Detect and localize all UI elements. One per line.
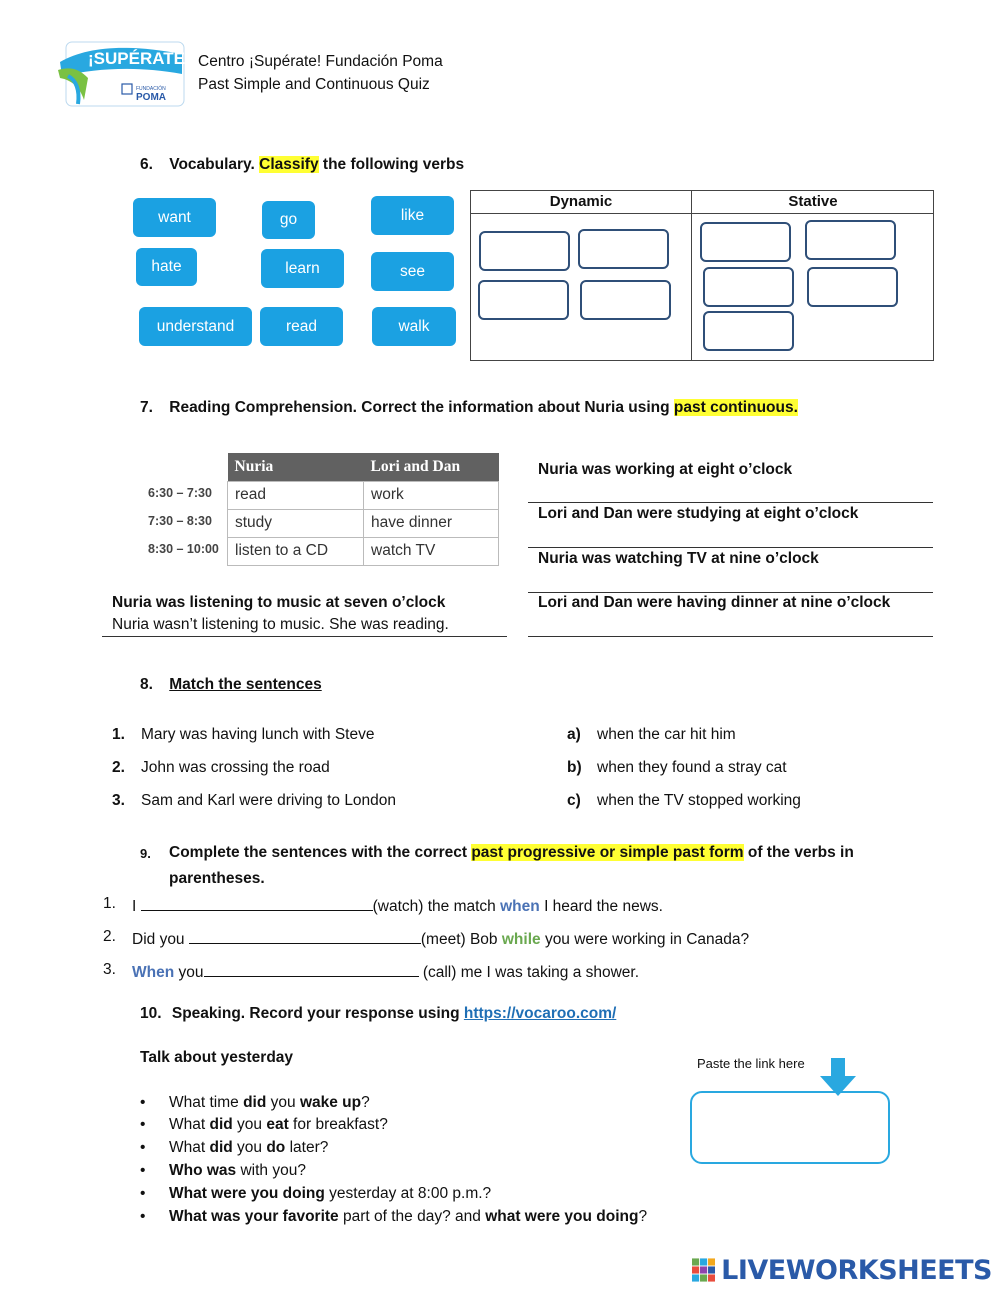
col-header-nuria: Nuria — [228, 453, 364, 481]
verb-chip-see[interactable]: see — [371, 252, 454, 291]
match-right-sentence[interactable]: when they found a stray cat — [597, 759, 787, 776]
prompt-item: What time did you wake up? — [169, 1094, 370, 1111]
logo-title: ¡SUPÉRATE! — [88, 49, 186, 68]
stative-drop-box[interactable] — [703, 267, 794, 307]
q9-item-number: 3. — [103, 961, 116, 978]
stative-drop-box[interactable] — [805, 220, 896, 260]
sentence-text: you — [178, 964, 204, 981]
time-label: 8:30 – 10:00 — [148, 542, 219, 556]
table-cell: study — [228, 509, 364, 537]
match-left-sentence[interactable]: Sam and Karl were driving to London — [141, 792, 397, 809]
svg-text:POMA: POMA — [136, 92, 166, 103]
dynamic-header: Dynamic — [549, 193, 613, 210]
verb-chip-want[interactable]: want — [133, 198, 216, 237]
dynamic-drop-box[interactable] — [479, 231, 570, 271]
sentence-text: (meet) Bob — [420, 931, 498, 948]
sentence-text: I heard the news. — [544, 898, 663, 915]
verb-chip-learn[interactable]: learn — [261, 249, 344, 288]
verb-chip-like[interactable]: like — [371, 196, 454, 235]
q6-heading — [140, 156, 464, 174]
match-right-letter: c) — [567, 792, 581, 809]
match-left-number: 2. — [112, 759, 125, 776]
verb-chip-understand[interactable]: understand — [139, 307, 252, 346]
sentence-text: I — [132, 898, 137, 915]
time-label: 6:30 – 7:30 — [148, 486, 212, 500]
q10-heading — [140, 1005, 616, 1023]
sentence-text: you were working in Canada? — [544, 931, 750, 948]
table-cell: watch TV — [364, 537, 499, 565]
header-center-name: Centro ¡Supérate! Fundación Poma — [198, 53, 443, 70]
match-right-sentence[interactable]: when the car hit him — [597, 726, 736, 743]
paste-link-input[interactable] — [690, 1091, 890, 1164]
bullet-icon: • — [140, 1139, 146, 1156]
answer-line-1[interactable] — [528, 502, 933, 503]
q9-title-line2: parentheses. — [169, 870, 265, 887]
q10-number: 10. — [140, 1005, 162, 1022]
prompt-item: What did you do later? — [169, 1139, 329, 1156]
match-left-number: 3. — [112, 792, 125, 809]
sentence-text: (watch) the match — [372, 898, 496, 915]
verb-chip-hate[interactable]: hate — [136, 248, 197, 286]
q8-heading — [140, 676, 322, 694]
bullet-icon: • — [140, 1094, 146, 1111]
q9-sentence-3 — [132, 961, 639, 982]
answer-line-4[interactable] — [528, 636, 933, 637]
q10-title: Speaking. Record your response using — [171, 1005, 460, 1022]
bullet-icon: • — [140, 1116, 146, 1133]
q7-heading — [140, 399, 798, 417]
q7-title: Reading Comprehension. Correct the information about Nuria using — [169, 399, 670, 416]
table-cell: work — [364, 481, 499, 509]
answer-blank[interactable] — [189, 928, 421, 944]
q8-title: Match the sentences — [169, 676, 322, 693]
match-left-number: 1. — [112, 726, 125, 743]
q6-title: Vocabulary. — [169, 156, 255, 173]
answer-blank[interactable] — [141, 895, 373, 911]
q9-item-number: 2. — [103, 928, 116, 945]
q7-title-highlight: past continuous. — [673, 399, 798, 416]
prompt-item: What did you eat for breakfast? — [169, 1116, 388, 1133]
example-statement: Nuria was listening to music at seven o’clock — [112, 594, 446, 611]
table-cell: have dinner — [364, 509, 499, 537]
match-right-letter: b) — [567, 759, 582, 776]
keyword-while: while — [501, 931, 541, 948]
bullet-icon: • — [140, 1185, 146, 1202]
stative-header: Stative — [788, 193, 838, 210]
q9-sentence-2 — [132, 928, 749, 949]
col-header-lori-dan: Lori and Dan — [364, 453, 499, 481]
q9-title: Complete the sentences with the correct — [169, 844, 468, 861]
q9-heading — [169, 844, 854, 862]
stative-drop-box[interactable] — [807, 267, 898, 307]
answer-line-2[interactable] — [528, 547, 933, 548]
classify-table — [470, 190, 934, 361]
match-right-sentence[interactable]: when the TV stopped working — [597, 792, 801, 809]
bullet-icon: • — [140, 1208, 146, 1225]
dynamic-drop-box[interactable] — [478, 280, 569, 320]
liveworksheets-icon — [692, 1257, 715, 1283]
statement-1: Nuria was working at eight o’clock — [538, 461, 793, 478]
q6-number: 6. — [140, 156, 153, 173]
dynamic-drop-box[interactable] — [578, 229, 669, 269]
dynamic-drop-box[interactable] — [580, 280, 671, 320]
table-cell: listen to a CD — [228, 537, 364, 565]
statement-3: Nuria was watching TV at nine o’clock — [538, 550, 819, 567]
keyword-when: When — [132, 964, 175, 981]
keyword-when: when — [500, 898, 540, 915]
example-answer-line — [102, 636, 507, 637]
q10-subtitle: Talk about yesterday — [140, 1049, 294, 1066]
match-left-sentence[interactable]: Mary was having lunch with Steve — [141, 726, 375, 743]
time-label: 7:30 – 8:30 — [148, 514, 212, 528]
sentence-text: (call) me I was taking a shower. — [422, 964, 640, 981]
stative-drop-box[interactable] — [700, 222, 791, 262]
header-quiz-title: Past Simple and Continuous Quiz — [198, 76, 430, 93]
q9-item-number: 1. — [103, 895, 116, 912]
vocaroo-link[interactable]: https://vocaroo.com/ — [463, 1005, 617, 1022]
example-answer: Nuria wasn’t listening to music. She was reading. — [112, 616, 449, 633]
statement-2: Lori and Dan were studying at eight o’clock — [538, 505, 859, 522]
schedule-table — [227, 453, 499, 566]
q9-title-highlight: past progressive or simple past form — [471, 844, 744, 861]
liveworksheets-wordmark: LIVEWORKSHEETS — [721, 1254, 992, 1286]
prompt-item: What were you doing yesterday at 8:00 p.m.? — [169, 1185, 492, 1202]
q9-title-rest: of the verbs in — [747, 844, 854, 861]
q9-number: 9. — [140, 846, 151, 861]
answer-blank[interactable] — [204, 961, 419, 977]
bullet-icon: • — [140, 1162, 146, 1179]
verb-chip-read[interactable]: read — [260, 307, 343, 346]
paste-label: Paste the link here — [697, 1056, 805, 1071]
q8-number: 8. — [140, 676, 153, 693]
match-right-letter: a) — [567, 726, 581, 743]
stative-drop-box[interactable] — [703, 311, 794, 351]
q9-sentence-1 — [132, 895, 663, 916]
supérate-logo — [58, 40, 186, 108]
liveworksheets-logo — [692, 1254, 992, 1286]
match-left-sentence[interactable]: John was crossing the road — [141, 759, 330, 776]
statement-4: Lori and Dan were having dinner at nine o’clock — [538, 594, 891, 611]
sentence-text: Did you — [132, 931, 185, 948]
verb-chip-go[interactable]: go — [262, 201, 315, 239]
verb-chip-walk[interactable]: walk — [372, 307, 456, 346]
svg-text:FUNDACIÓN: FUNDACIÓN — [136, 86, 166, 92]
table-cell: read — [228, 481, 364, 509]
q6-title-highlight: Classify — [259, 156, 319, 173]
prompt-item: Who was with you? — [169, 1162, 306, 1179]
q6-title-rest: the following verbs — [322, 156, 465, 173]
answer-line-3[interactable] — [528, 592, 933, 593]
prompt-item: What was your favorite part of the day? and what were you doing? — [169, 1208, 648, 1225]
q7-number: 7. — [140, 399, 153, 416]
